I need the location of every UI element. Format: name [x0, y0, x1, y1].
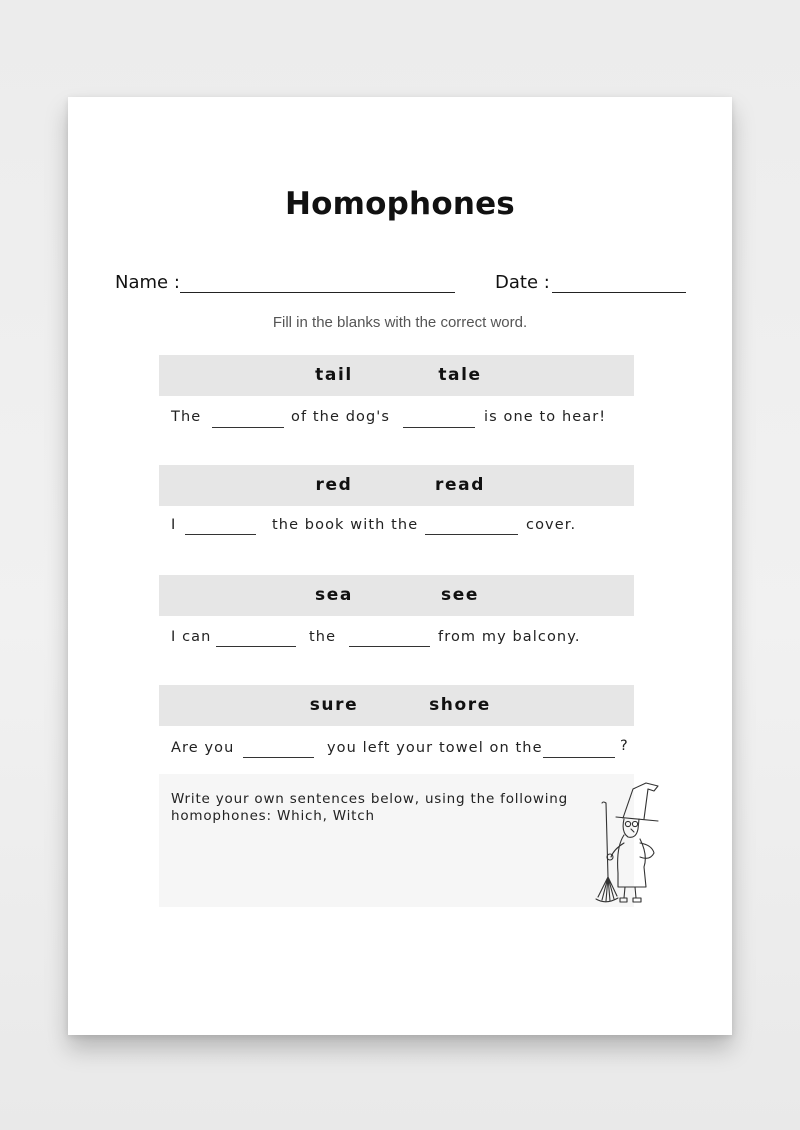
sentence-text: I can: [171, 629, 212, 645]
answer-blank[interactable]: [212, 427, 284, 428]
answer-blank[interactable]: [243, 757, 314, 758]
homophone-word: see: [441, 585, 479, 605]
answer-blank[interactable]: [425, 534, 518, 535]
homophone-word: sea: [315, 585, 353, 605]
date-field-line[interactable]: [552, 292, 686, 293]
answer-blank[interactable]: [403, 427, 475, 428]
writing-area[interactable]: [159, 774, 634, 907]
sentence-text: the: [309, 629, 337, 645]
word-bar-4: [159, 685, 634, 726]
answer-blank[interactable]: [543, 757, 615, 758]
answer-blank[interactable]: [216, 646, 296, 647]
date-label: Date :: [495, 272, 550, 293]
homophone-word: sure: [309, 695, 359, 715]
sentence-text: The: [171, 409, 202, 425]
name-label: Name :: [115, 272, 180, 293]
homophone-word: shore: [429, 695, 491, 715]
homophone-word: tail: [315, 365, 353, 385]
writing-prompt: Write your own sentences below, using the following homophones: Which, Witch: [171, 791, 569, 824]
sentence-text: you left your towel on the: [327, 740, 543, 756]
sentence-text: I: [171, 517, 177, 533]
worksheet-title: Homophones: [285, 186, 515, 222]
sentence-text: is one to hear!: [484, 409, 607, 425]
sentence-text: of the dog's: [291, 409, 391, 425]
word-bar-1: [159, 355, 634, 396]
word-bar-3: [159, 575, 634, 616]
sentence-text: from my balcony.: [438, 629, 581, 645]
word-bar-2: [159, 465, 634, 506]
name-field-line[interactable]: [180, 292, 455, 293]
answer-blank[interactable]: [185, 534, 256, 535]
homophone-word: red: [315, 475, 353, 495]
homophone-word: tale: [438, 365, 482, 385]
instructions: Fill in the blanks with the correct word.: [272, 314, 528, 331]
sentence-text: the book with the: [272, 517, 419, 533]
sentence-text: ?: [620, 738, 629, 754]
witch-illustration: [588, 777, 664, 911]
sentence-text: Are you: [171, 740, 235, 756]
answer-blank[interactable]: [349, 646, 430, 647]
sentence-text: cover.: [526, 517, 577, 533]
homophone-word: read: [435, 475, 485, 495]
